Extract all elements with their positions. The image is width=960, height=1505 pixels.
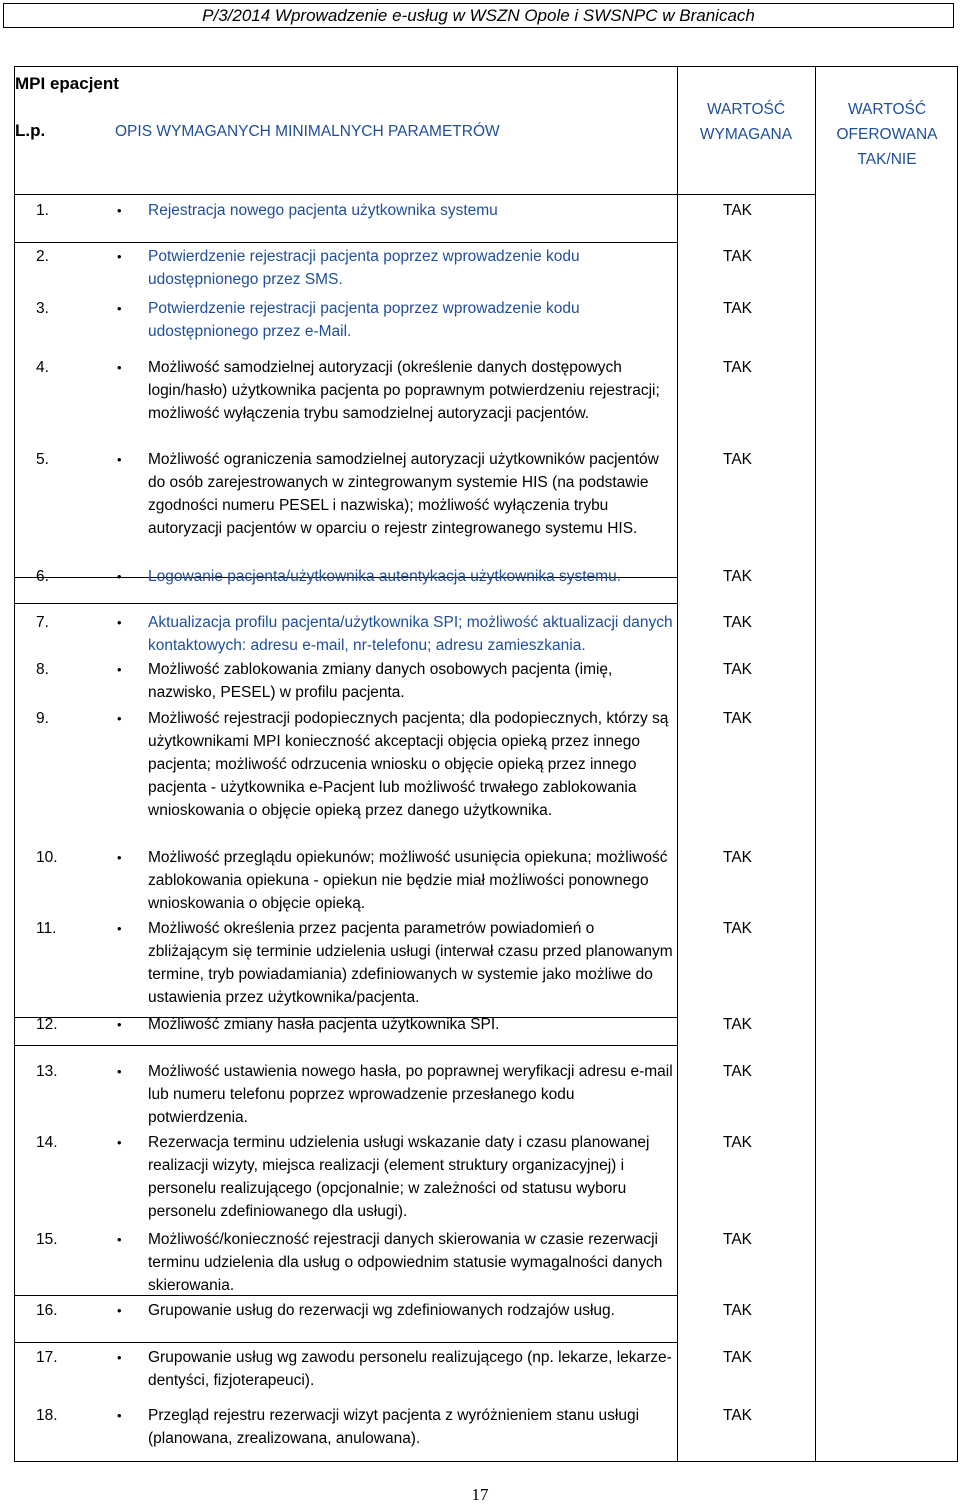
row-number: 18. <box>36 1407 58 1424</box>
bullet-icon: • <box>117 1064 122 1079</box>
row-number: 3. <box>36 300 49 317</box>
row-value: TAK <box>723 920 752 937</box>
row-description: Możliwość zablokowania zmiany danych osobowych pacjenta (imię, nazwisko, PESEL) w profilu pacjenta. <box>148 661 613 701</box>
header-divider <box>15 194 815 195</box>
row-description: Możliwość/konieczność rejestracji danych skierowania w czasie rezerwacji terminu udzielenia dla usług o odpowiednim statusie wymagalności danych skierowania. <box>148 1231 663 1294</box>
row-description: Rezerwacja terminu udzielenia usługi wskazanie daty i czasu planowanej realizacji wizyty, miejsca realizacji (element struktury organizacyjnej) i personelu realizującego (opcjonalnie; w zależności od statusu wyboru personelu zdefiniowanego dla usługi). <box>148 1134 650 1220</box>
row-description: Możliwość przeglądu opiekunów; możliwość usunięcia opiekuna; możliwość zablokowania opiekuna - opiekun nie będzie miał możliwości ponownego wnioskowania o objęcie opieką. <box>148 849 668 912</box>
row-divider <box>15 242 677 243</box>
row-description: Możliwość określenia przez pacjenta parametrów powiadomień o zbliżającym się terminie udzielenia usługi (interwał czasu przed planowanym termine, tryb powiadamiania) zdefiniowanych w systemie jako możliwe do ustawienia przez użytkownika/pacjenta. <box>148 920 673 1006</box>
row-value: TAK <box>723 248 752 265</box>
row-value: TAK <box>723 1134 752 1151</box>
row-number: 10. <box>36 849 58 866</box>
row-value: TAK <box>723 849 752 866</box>
page-header: P/3/2014 Wprowadzenie e-usług w WSZN Opole i SWSNPC w Branicach <box>3 3 954 28</box>
row-description: Rejestracja nowego pacjenta użytkownika systemu <box>148 202 498 219</box>
row-description: Potwierdzenie rejestracji pacjenta poprzez wprowadzenie kodu udostępnionego przez SMS. <box>148 248 580 288</box>
row-value: TAK <box>723 1407 752 1424</box>
bullet-icon: • <box>117 1408 122 1423</box>
row-description: Możliwość zmiany hasła pacjenta użytkownika SPI. <box>148 1016 500 1033</box>
bullet-icon: • <box>117 249 122 264</box>
row-value: TAK <box>723 1231 752 1248</box>
row-description: Grupowanie usług do rezerwacji wg zdefiniowanych rodzajów usług. <box>148 1302 615 1319</box>
row-number: 2. <box>36 248 49 265</box>
row-description: Możliwość ograniczenia samodzielnej autoryzacji użytkowników pacjentów do osób zarejestrowanych w zintegrowanym systemie HIS (na podstawie zgodności numeru PESEL i nazwiska); możliwość wyłączenia trybu autoryzacji pacjentów w oparciu o rejestr zintegrowanego systemu HIS. <box>148 451 659 537</box>
bullet-icon: • <box>117 711 122 726</box>
row-description: Grupowanie usług wg zawodu personelu realizującego (np. lekarze, lekarze-dentyści, fizjoterapeuci). <box>148 1349 672 1389</box>
row-value: TAK <box>723 451 752 468</box>
column-header-offered: WARTOŚĆ OFEROWANA TAK/NIE <box>836 101 938 168</box>
row-value: TAK <box>723 300 752 317</box>
row-value: TAK <box>723 202 752 219</box>
row-description: Aktualizacja profilu pacjenta/użytkownika SPI; możliwość aktualizacji danych kontaktowych: adresu e-mail, nr-telefonu; adresu zamieszkania. <box>148 614 673 654</box>
row-number: 16. <box>36 1302 58 1319</box>
row-number: 8. <box>36 661 49 678</box>
bullet-icon: • <box>117 1303 122 1318</box>
row-description: Możliwość rejestracji podopiecznych pacjenta; dla podopiecznych, którzy są użytkownikami MPI konieczność akceptacji objęcia opieką przez innego pacjenta; możliwość odrzucenia wniosku o objęcie opieką przez innego pacjenta - użytkownika e-Pacjent lub możliwość trwałego zablokowania wnioskowania o objęcie opieką przez danego użytkownika. <box>148 710 669 819</box>
row-value: TAK <box>723 1016 752 1033</box>
row-description: Potwierdzenie rejestracji pacjenta poprzez wprowadzenie kodu udostępnionego przez e-Mail. <box>148 300 580 340</box>
bullet-icon: • <box>117 1017 122 1032</box>
row-number: 6. <box>36 568 49 585</box>
bullet-icon: • <box>117 1135 122 1150</box>
row-number: 14. <box>36 1134 58 1151</box>
column-header-lp: L.p. <box>15 121 46 140</box>
bullet-icon: • <box>117 360 122 375</box>
row-divider <box>15 1342 677 1343</box>
row-number: 5. <box>36 451 49 468</box>
row-number: 11. <box>36 920 57 937</box>
row-number: 15. <box>36 1231 58 1248</box>
bullet-icon: • <box>117 203 122 218</box>
row-description: Przegląd rejestru rezerwacji wizyt pacjenta z wyróżnieniem stanu usługi (planowana, zrealizowana, anulowana). <box>148 1407 640 1447</box>
row-number: 1. <box>36 202 49 219</box>
page-number: 17 <box>471 1485 489 1504</box>
bullet-icon: • <box>117 615 122 630</box>
group-title: MPI epacjent <box>15 74 119 93</box>
row-number: 9. <box>36 710 49 727</box>
row-value: TAK <box>723 661 752 678</box>
row-value: TAK <box>723 614 752 631</box>
row-number: 13. <box>36 1063 58 1080</box>
column-divider <box>815 67 816 1461</box>
row-divider <box>15 603 677 604</box>
row-description: Możliwość samodzielnej autoryzacji (określenie danych dostępowych login/hasło) użytkownika pacjenta po poprawnym potwierdzeniu rejestracji; możliwość wyłączenia trybu samodzielnej autoryzacji pacjentów. <box>148 359 660 422</box>
bullet-icon: • <box>117 1232 122 1247</box>
bullet-icon: • <box>117 662 122 677</box>
bullet-icon: • <box>117 301 122 316</box>
bullet-icon: • <box>117 850 122 865</box>
row-description: Możliwość ustawienia nowego hasła, po poprawnej weryfikacji adresu e-mail lub numeru telefonu poprzez wprowadzenie przesłanego kodu potwierdzenia. <box>148 1063 673 1126</box>
row-value: TAK <box>723 710 752 727</box>
row-value: TAK <box>723 359 752 376</box>
row-number: 4. <box>36 359 49 376</box>
row-value: TAK <box>723 1063 752 1080</box>
column-header-required: WARTOŚĆ WYMAGANA <box>699 101 793 143</box>
row-divider <box>15 1045 677 1046</box>
row-value: TAK <box>723 1349 752 1366</box>
bullet-icon: • <box>117 452 122 467</box>
bullet-icon: • <box>117 921 122 936</box>
column-header-description: OPIS WYMAGANYCH MINIMALNYCH PARAMETRÓW <box>115 123 500 140</box>
row-value: TAK <box>723 1302 752 1319</box>
row-number: 17. <box>36 1349 58 1366</box>
bullet-icon: • <box>117 569 122 584</box>
row-number: 7. <box>36 614 49 631</box>
row-number: 12. <box>36 1016 58 1033</box>
bullet-icon: • <box>117 1350 122 1365</box>
row-value: TAK <box>723 568 752 585</box>
row-description: Logowanie pacjenta/użytkownika autentykacja użytkownika systemu. <box>148 568 622 585</box>
